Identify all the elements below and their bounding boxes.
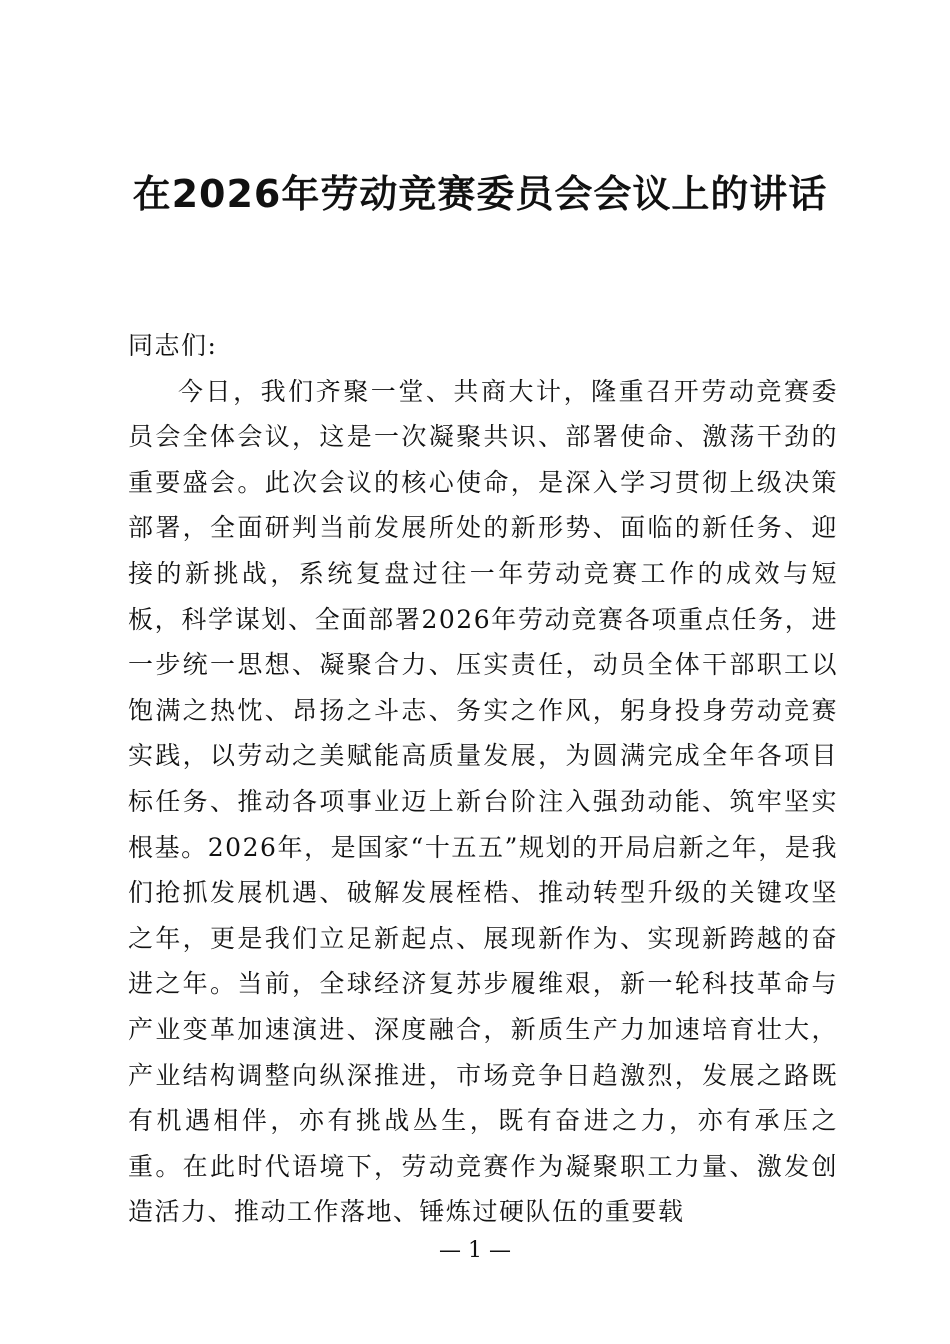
body-paragraph: 今日，我们齐聚一堂、共商大计，隆重召开劳动竞赛委员会全体会议，这是一次凝聚共识、部署使命、激荡干劲的重要盛会。此次会议的核心使命，是深入学习贯彻上级决策部署，全面研判当前发展所处的新形势、面临的新任务、迎接的新挑战，系统复盘过往一年劳动竞赛工作的成效与短板，科学谋划、全面部署2026年劳动竞赛各项重点任务，进一步统一思想、凝聚合力、压实责任，动员全体干部职工以饱满之热忱、昂扬之斗志、务实之作风，躬身投身劳动竞赛实践，以劳动之美赋能高质量发展，为圆满完成全年各项目标任务、推动各项事业迈上新台阶注入强劲动能、筑牢坚实根基。2026年，是国家“十五五”规划的开局启新之年，是我们抢抓发展机遇、破解发展桎梏、推动转型升级的关键攻坚之年，更是我们立足新起点、展现新作为、实现新跨越的奋进之年。当前，全球经济复苏步履维艰，新一轮科技革命与产业变革加速演进、深度融合，新质生产力加速培育壮大，产业结构调整向纵深推进，市场竞争日趋激烈，发展之路既有机遇相伴，亦有挑战丛生，既有奋进之力，亦有承压之重。在此时代语境下，劳动竞赛作为凝聚职工力量、激发创造活力、推动工作落地、锤炼过硬队伍的重要载 <box>128 376 838 1227</box>
salutation: 同志们: <box>128 331 218 360</box>
page-number: — 1 — <box>439 1238 511 1263</box>
document-body <box>128 323 838 1235</box>
document-title: 在2026年劳动竞赛委员会会议上的讲话 <box>132 172 828 216</box>
